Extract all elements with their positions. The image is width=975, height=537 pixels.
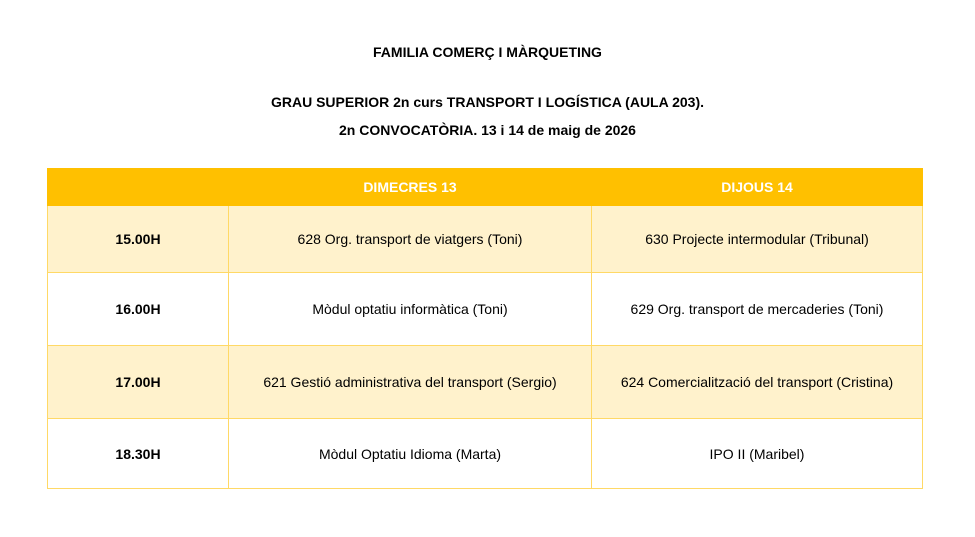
wednesday-cell: 628 Org. transport de viatgers (Toni) xyxy=(229,206,592,273)
course-title: GRAU SUPERIOR 2n curs TRANSPORT I LOGÍSTICA (AULA 203). xyxy=(270,94,704,110)
family-title: FAMILIA COMERÇ I MÀRQUETING xyxy=(373,44,602,60)
time-cell: 15.00H xyxy=(48,206,229,273)
column-header-thursday: DIJOUS 14 xyxy=(592,169,923,206)
thursday-cell: 629 Org. transport de mercaderies (Toni) xyxy=(592,273,923,346)
convocation-title: 2n CONVOCATÒRIA. 13 i 14 de maig de 2026 xyxy=(339,122,636,138)
wednesday-cell: Mòdul optatiu informàtica (Toni) xyxy=(229,273,592,346)
column-header-wednesday: DIMECRES 13 xyxy=(229,169,592,206)
thursday-cell: 630 Projecte intermodular (Tribunal) xyxy=(592,206,923,273)
time-cell: 18.30H xyxy=(48,419,229,489)
table-row xyxy=(48,206,923,273)
table-row xyxy=(48,273,923,346)
time-cell: 16.00H xyxy=(48,273,229,346)
thursday-cell: 624 Comercialització del transport (Cristina) xyxy=(592,346,923,419)
wednesday-cell: Mòdul Optatiu Idioma (Marta) xyxy=(229,419,592,489)
column-header-time xyxy=(48,169,229,206)
table-row xyxy=(48,346,923,419)
thursday-cell: IPO II (Maribel) xyxy=(592,419,923,489)
table-row xyxy=(48,419,923,489)
exam-schedule-table xyxy=(47,168,923,489)
table-header-row xyxy=(48,169,923,206)
time-cell: 17.00H xyxy=(48,346,229,419)
wednesday-cell: 621 Gestió administrativa del transport (Sergio) xyxy=(229,346,592,419)
